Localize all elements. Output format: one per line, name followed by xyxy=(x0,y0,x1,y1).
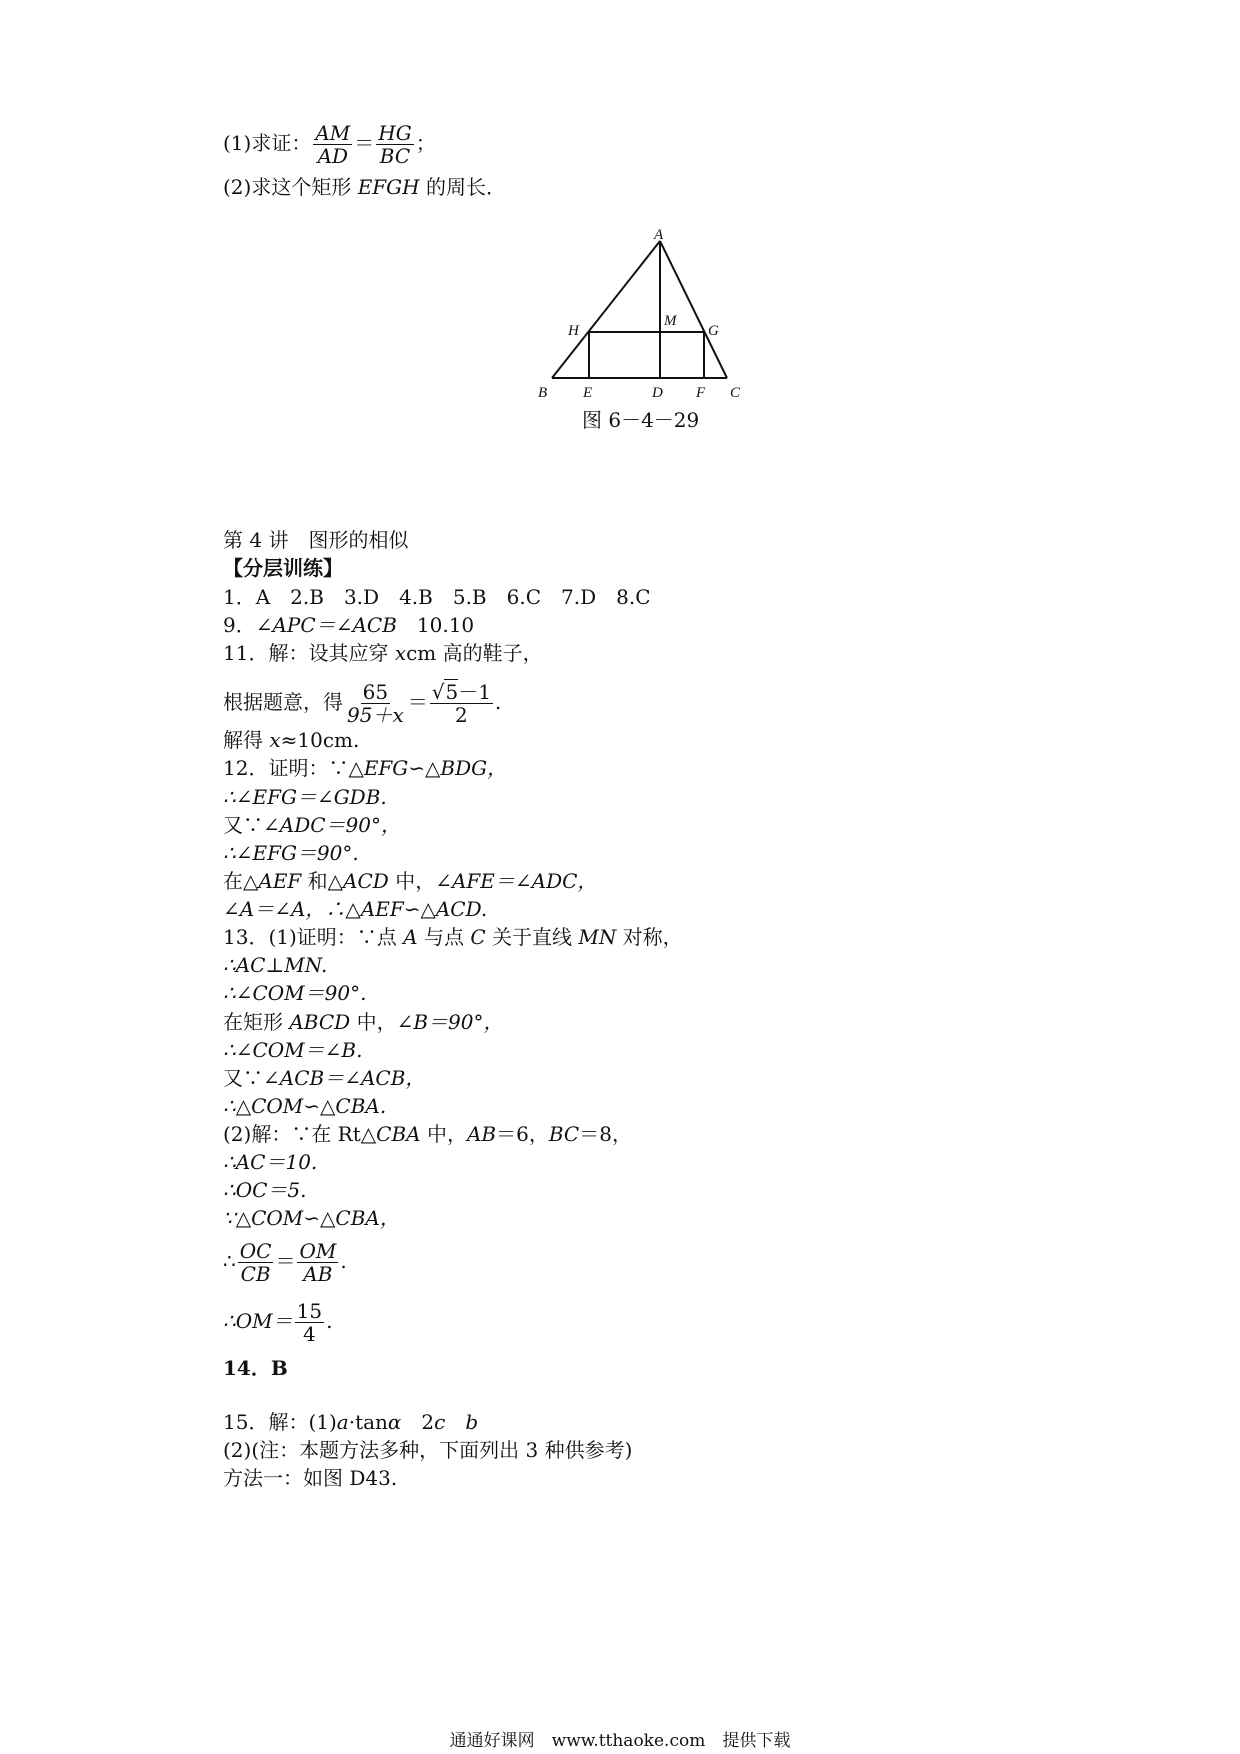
text: 2 xyxy=(401,1410,435,1434)
text: 对称， xyxy=(616,925,683,949)
answer-13-line-8 xyxy=(223,1122,632,1146)
fraction-65-over-95-plus-x xyxy=(345,681,406,726)
math: ∠B＝90°， xyxy=(396,1010,504,1034)
label-b: B xyxy=(538,385,548,401)
math: C xyxy=(470,925,486,949)
math: ∴OM＝ xyxy=(223,1309,293,1333)
question-2 xyxy=(223,175,506,199)
page-footer: 通通好课网 www.tthaoke.com 提供下载 xyxy=(449,1731,791,1751)
fraction-denominator: 2 xyxy=(454,703,468,727)
fraction-golden-ratio xyxy=(430,681,493,726)
label-d: D xyxy=(652,385,663,401)
math: MN xyxy=(578,925,617,949)
lecture-title: 第 4 讲 图形的相似 xyxy=(223,528,409,552)
side-ac xyxy=(660,241,727,378)
text: ·tan xyxy=(348,1410,388,1434)
text: cm 高的鞋子， xyxy=(406,641,543,665)
text: ≈10cm. xyxy=(280,728,360,752)
math: △EFG∽△BDG， xyxy=(348,756,508,780)
question-1 xyxy=(223,122,436,167)
answer-13-line-5: ∴∠COM＝∠B. xyxy=(223,1038,363,1062)
answer-13-line-10: ∴OC＝5. xyxy=(223,1178,307,1202)
numerator-rest: －1 xyxy=(458,680,491,704)
label-f: F xyxy=(696,385,706,401)
text: 在矩形 xyxy=(223,1010,290,1034)
answer-15-line-2: (2)(注：本题方法多种，下面列出 3 种供参考) xyxy=(223,1438,633,1462)
text: 中， xyxy=(388,869,436,893)
text: 12．证明：∵ xyxy=(223,756,349,780)
text: 15．解：(1) xyxy=(223,1410,337,1434)
figure-caption: 图 6－4－29 xyxy=(582,408,700,432)
label-h: H xyxy=(568,323,579,339)
text: . xyxy=(326,1309,333,1333)
fraction-denominator: 4 xyxy=(302,1322,316,1346)
fraction-numerator: OM xyxy=(299,1239,337,1263)
fraction-oc-cb xyxy=(238,1240,274,1285)
fraction-15-over-4 xyxy=(295,1300,324,1345)
text: 又∵ xyxy=(223,813,263,837)
fraction-denominator: AD xyxy=(317,144,349,168)
text: 根据题意，得 xyxy=(223,690,343,714)
text: 关于直线 xyxy=(485,925,579,949)
answer-13-line-11: ∵△COM∽△CBA， xyxy=(223,1206,400,1230)
text: 中， xyxy=(350,1010,397,1034)
fraction-denominator: CB xyxy=(240,1262,271,1286)
question-2-prefix: (2)求这个矩形 xyxy=(223,175,358,199)
math: α xyxy=(387,1410,402,1434)
math: △ACD xyxy=(327,869,389,893)
fraction-denominator: BC xyxy=(379,144,411,168)
answer-11-equation xyxy=(223,681,501,726)
text: . xyxy=(494,690,502,714)
text: . xyxy=(340,1249,347,1273)
answer-13-line-12 xyxy=(223,1240,347,1285)
math: b xyxy=(465,1410,479,1434)
label-e: E xyxy=(583,385,593,401)
answer-13-line-1 xyxy=(223,925,683,949)
fraction-numerator: OC xyxy=(239,1239,272,1263)
answer-12-line-4: ∴∠EFG＝90°. xyxy=(223,841,359,865)
math: ABCD xyxy=(289,1010,351,1034)
answer-15-line-1 xyxy=(223,1410,478,1434)
answer-13-line-2: ∴AC⊥MN. xyxy=(223,953,328,977)
answer-12-line-3 xyxy=(223,813,401,837)
math: c xyxy=(434,1410,446,1434)
var-x: x xyxy=(394,641,407,665)
text: ＝8， xyxy=(579,1122,632,1146)
answer-13-line-9: ∴AC＝10. xyxy=(223,1150,318,1174)
text: 和 xyxy=(301,869,328,893)
math: △CBA xyxy=(360,1122,421,1146)
math: a xyxy=(336,1410,349,1434)
answer-12-line-6: ∠A＝∠A，∴△AEF∽△ACD. xyxy=(223,897,488,921)
math: △AEF xyxy=(243,869,302,893)
answer-12-line-5 xyxy=(223,869,597,893)
answer-9-expr: ∠APC＝∠ACB xyxy=(255,613,397,637)
answer-14: 14．B xyxy=(223,1356,288,1380)
answer-9-10 xyxy=(223,613,474,637)
fraction-numerator: AM xyxy=(315,121,351,145)
equals-sign: ＝ xyxy=(354,131,375,155)
question-1-prefix: (1)求证： xyxy=(223,131,312,155)
fraction-denominator: AB xyxy=(303,1262,333,1286)
text: (2)解：∵在 Rt xyxy=(223,1122,361,1146)
math: BC xyxy=(548,1122,580,1146)
equals-sign: ＝ xyxy=(275,1249,296,1273)
answer-mc: 1．A 2.B 3.D 4.B 5.B 6.C 7.D 8.C xyxy=(223,585,651,609)
answer-13-line-4 xyxy=(223,1010,503,1034)
answer-13-line-13 xyxy=(223,1300,332,1345)
fraction-numerator: 15 xyxy=(296,1299,323,1323)
answer-9-prefix: 9． xyxy=(223,613,256,637)
answer-11-line-3 xyxy=(223,728,359,752)
text: 13．(1)证明：∵点 xyxy=(223,925,404,949)
text: 中， xyxy=(420,1122,467,1146)
fraction-numerator: HG xyxy=(378,121,412,145)
fraction-numerator: 65 xyxy=(362,680,389,704)
fraction-hg-bc xyxy=(376,122,413,167)
text: 与点 xyxy=(417,925,471,949)
fraction-am-ad xyxy=(313,122,352,167)
math: ∠ACB＝∠ACB， xyxy=(263,1066,426,1090)
text: ＝6， xyxy=(496,1122,549,1146)
text: ∴ xyxy=(223,1249,236,1273)
answer-12-line-2: ∴∠EFG＝∠GDB. xyxy=(223,785,387,809)
answer-13-line-7: ∴△COM∽△CBA. xyxy=(223,1094,387,1118)
text: 在 xyxy=(223,869,243,893)
text xyxy=(445,1410,465,1434)
math: AB xyxy=(466,1122,497,1146)
section-title: 【分层训练】 xyxy=(223,556,343,580)
answer-13-line-3: ∴∠COM＝90°. xyxy=(223,981,367,1005)
math: A xyxy=(403,925,418,949)
label-g: G xyxy=(708,323,719,339)
label-m: M xyxy=(664,313,677,329)
question-2-var: EFGH xyxy=(357,175,420,199)
question-1-suffix: ； xyxy=(415,131,436,155)
question-2-suffix: 的周长． xyxy=(419,175,506,199)
sqrt-expression: √5 xyxy=(431,680,459,704)
fraction-denominator: 95＋x xyxy=(347,703,404,727)
answer-10: 10.10 xyxy=(396,613,475,637)
answer-15-line-3: 方法一：如图 D43. xyxy=(223,1466,398,1490)
side-ab xyxy=(552,241,660,378)
equals-sign: ＝ xyxy=(407,690,428,714)
math: ∠AFE＝∠ADC， xyxy=(435,869,598,893)
var-x: x xyxy=(269,728,281,752)
answer-12-line-1 xyxy=(223,756,507,780)
text: 解得 xyxy=(223,728,270,752)
math: ∠ADC＝90°， xyxy=(263,813,401,837)
answer-11-line-1 xyxy=(223,641,543,665)
label-a: A xyxy=(654,227,664,243)
text: 又∵ xyxy=(223,1066,263,1090)
answer-13-line-6 xyxy=(223,1066,425,1090)
radicand: 5 xyxy=(445,680,459,704)
fraction-om-ab xyxy=(297,1240,338,1285)
text: 11．解：设其应穿 xyxy=(223,641,395,665)
fraction-numerator xyxy=(430,681,493,704)
triangle-rectangle-figure xyxy=(530,225,760,405)
label-c: C xyxy=(730,385,741,401)
